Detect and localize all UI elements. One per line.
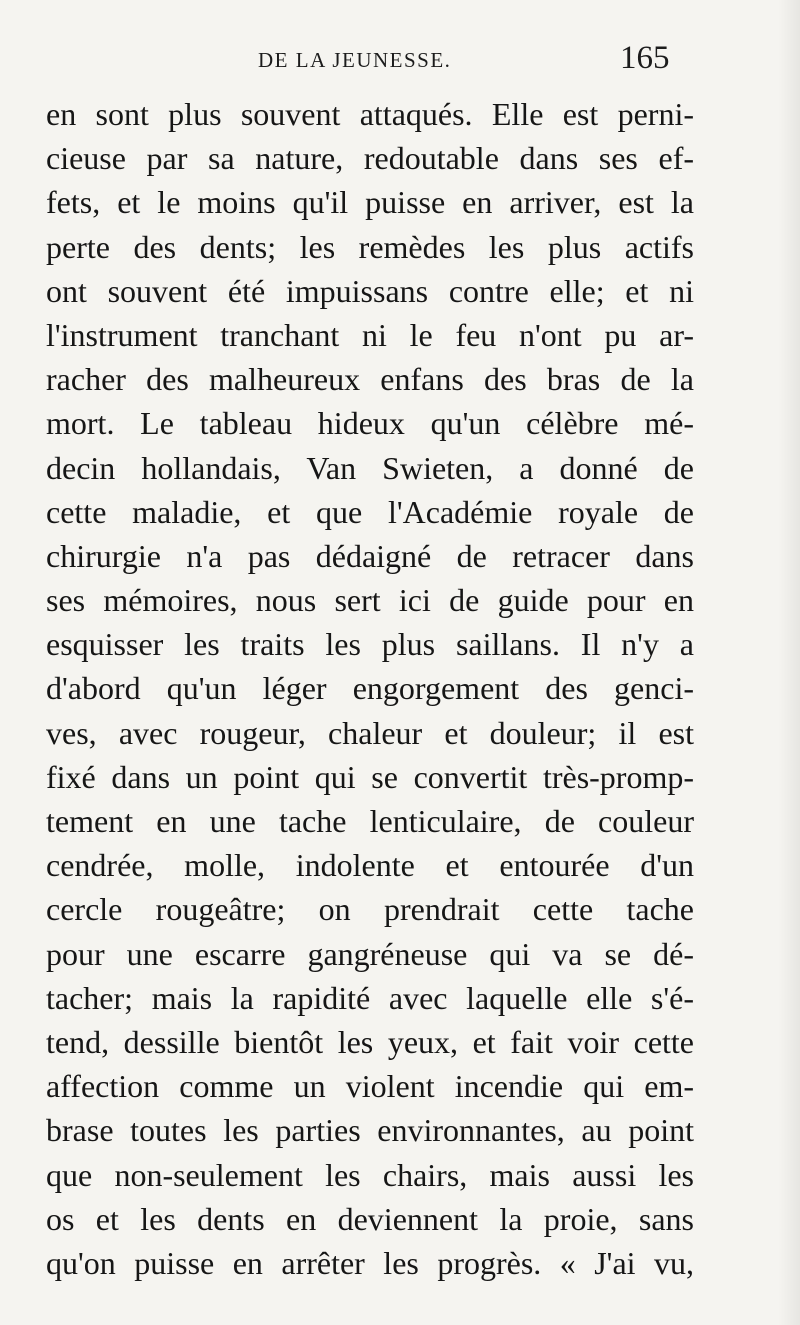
text-line: tend, dessille bientôt les yeux, et fait voir cette — [46, 1023, 694, 1060]
text-line: cieuse par sa nature, redoutable dans ses ef- — [46, 140, 694, 177]
body-text — [46, 92, 694, 1285]
page-edge-shadow — [778, 0, 800, 1325]
text-line: qu'on puisse en arrêter les progrès. « J'ai vu, — [46, 1244, 694, 1281]
text-line: os et les dents en deviennent la proie, sans — [46, 1200, 694, 1237]
text-line: decin hollandais, Van Swieten, a donné de — [46, 449, 694, 486]
text-line: cercle rougeâtre; on prendrait cette tache — [46, 891, 694, 928]
text-line: chirurgie n'a pas dédaigné de retracer dans — [46, 537, 694, 574]
text-line: fets, et le moins qu'il puisse en arriver, est la — [46, 184, 694, 221]
text-line: que non-seulement les chairs, mais aussi les — [46, 1156, 694, 1193]
page-number: 165 — [620, 40, 670, 76]
text-line: fixé dans un point qui se convertit très-promp- — [46, 758, 694, 795]
text-line: mort. Le tableau hideux qu'un célèbre mé- — [46, 405, 694, 442]
text-line: brase toutes les parties environnantes, au point — [46, 1112, 694, 1149]
text-line: ses mémoires, nous sert ici de guide pour en — [46, 582, 694, 619]
text-line: ont souvent été impuissans contre elle; et ni — [46, 272, 694, 309]
text-line: affection comme un violent incendie qui em- — [46, 1068, 694, 1105]
text-line: l'instrument tranchant ni le feu n'ont pu ar- — [46, 316, 694, 353]
running-title: DE LA JEUNESSE. — [258, 48, 452, 72]
text-line: d'abord qu'un léger engorgement des genci- — [46, 670, 694, 707]
text-line: pour une escarre gangréneuse qui va se dé- — [46, 935, 694, 972]
running-head — [0, 40, 800, 80]
text-line: perte des dents; les remèdes les plus actifs — [46, 228, 694, 265]
text-line: tement en une tache lenticulaire, de couleur — [46, 803, 694, 839]
text-line: esquisser les traits les plus saillans. Il n'y a — [46, 626, 694, 663]
text-line: tacher; mais la rapidité avec laquelle elle s'é- — [46, 979, 694, 1016]
text-line: en sont plus souvent attaqués. Elle est perni- — [46, 96, 694, 132]
text-line: cendrée, molle, indolente et entourée d'un — [46, 847, 694, 884]
text-line: cette maladie, et que l'Académie royale de — [46, 493, 694, 530]
text-line: racher des malheureux enfans des bras de la — [46, 361, 694, 398]
text-line: ves, avec rougeur, chaleur et douleur; il est — [46, 714, 694, 751]
